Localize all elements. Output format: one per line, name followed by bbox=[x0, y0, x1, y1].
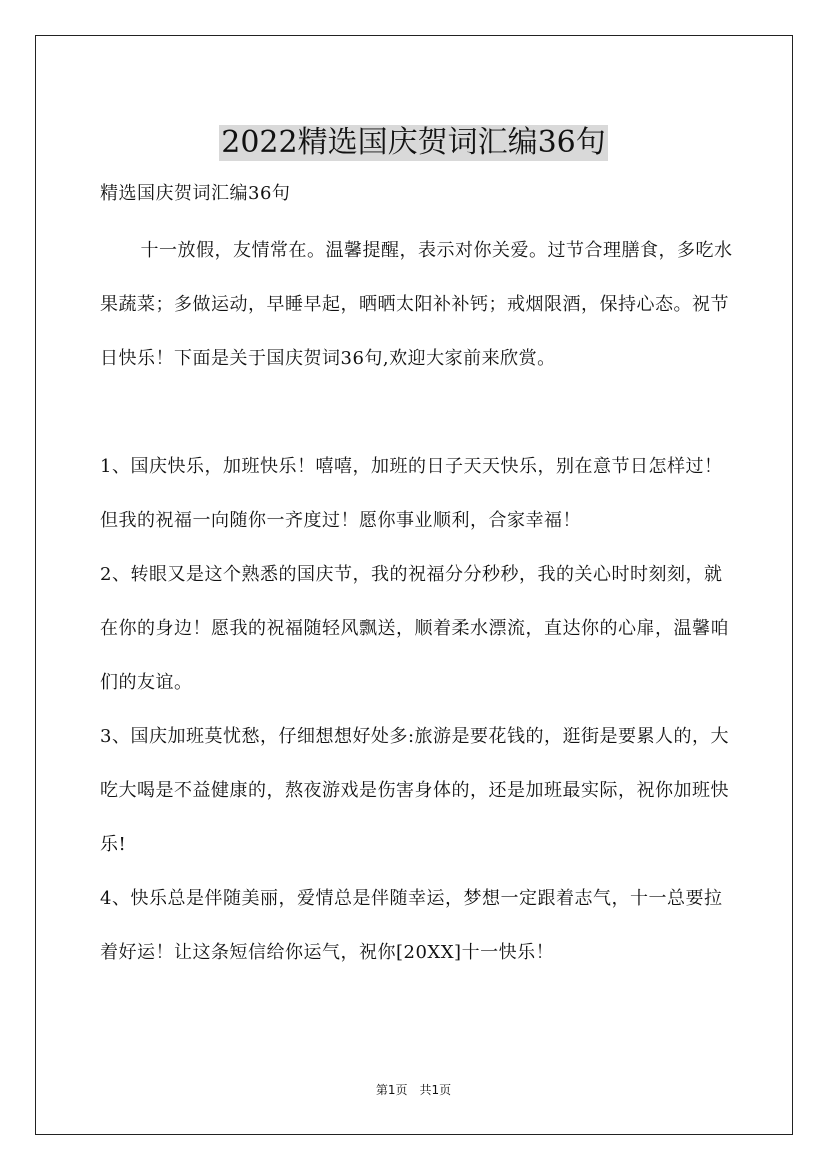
paragraph-spacer bbox=[100, 386, 740, 440]
intro-paragraph: 十一放假，友情常在。温馨提醒，表示对你关爱。过节合理膳食，多吃水果蔬菜；多做运动，早睡早起，晒晒太阳补补钙；戒烟限酒，保持心态。祝节日快乐！下面是关于国庆贺词36句,欢迎大家前来欣赏。 bbox=[100, 240, 733, 369]
greeting-item-2: 2、转眼又是这个熟悉的国庆节，我的祝福分分秒秒，我的关心时时刻刻，就在你的身边！愿我的祝福随轻风飘送，顺着柔水漂流，直达你的心扉，温馨咱们的友谊。 bbox=[100, 564, 729, 693]
title-container bbox=[0, 105, 827, 181]
greeting-item-1: 1、国庆快乐，加班快乐！嘻嘻，加班的日子天天快乐，别在意节日怎样过！但我的祝福一向随你一齐度过！愿你事业顺利，合家幸福！ bbox=[100, 456, 723, 531]
document-title: 2022精选国庆贺词汇编36句 bbox=[221, 125, 606, 161]
page-number: 第1页 bbox=[375, 1083, 408, 1097]
greeting-item-4: 4、快乐总是伴随美丽，爱情总是伴随幸运，梦想一定跟着志气，十一总要拉着好运！让这条短信给你运气，祝你[20XX]十一快乐！ bbox=[100, 888, 723, 963]
greeting-item-3: 3、国庆加班莫忧愁，仔细想想好处多:旅游是要花钱的，逛街是要累人的，大吃大喝是不益健康的，熬夜游戏是伤害身体的，还是加班最实际，祝你加班快乐! bbox=[100, 726, 730, 855]
document-subtitle: 精选国庆贺词汇编36句 bbox=[100, 183, 291, 204]
page-total: 共1页 bbox=[419, 1083, 452, 1097]
page-footer bbox=[0, 1082, 827, 1098]
document-body bbox=[100, 178, 740, 980]
